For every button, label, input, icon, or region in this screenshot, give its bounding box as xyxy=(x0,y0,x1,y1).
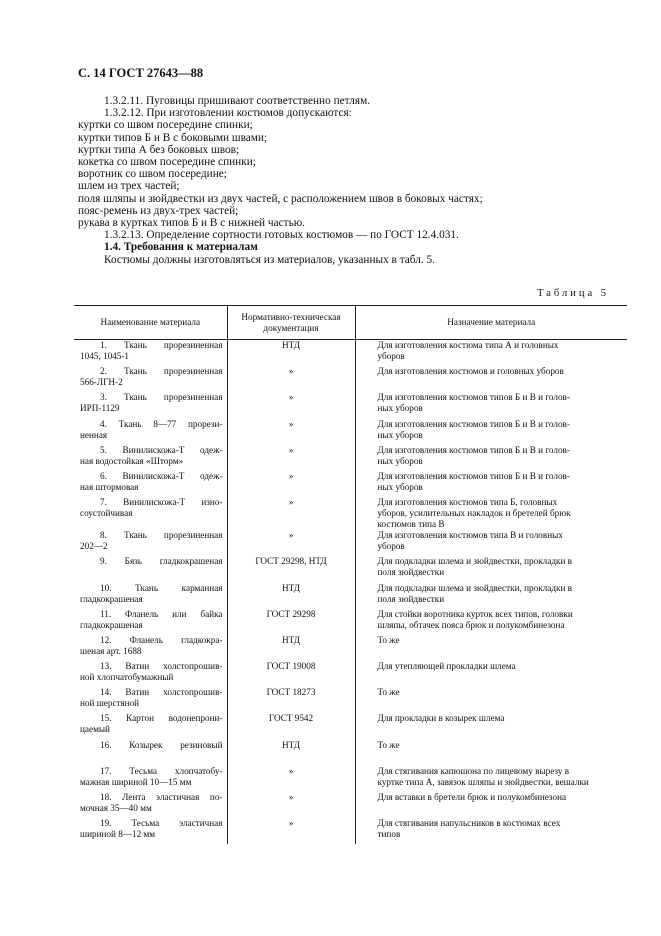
cell-purpose xyxy=(355,445,627,471)
cell-purpose xyxy=(355,583,627,609)
cell-purpose xyxy=(355,556,627,582)
purpose-line: Для подкладки шлема и зюйдвестки, прокладки в xyxy=(377,582,573,593)
purpose-line: Для подкладки шлема и зюйдвестки, прокладки в xyxy=(377,556,573,567)
table-row xyxy=(74,556,627,582)
text-line: кокетка со швом посередине спинки; xyxy=(78,156,256,169)
table-row xyxy=(74,530,627,556)
table-row xyxy=(74,419,627,445)
purpose-line: Для изготовления костюмов типов Б и В и голов- xyxy=(377,392,570,403)
cell-material-name xyxy=(74,687,227,713)
purpose-line: Для вставки в бретели брюк и полукомбинезона xyxy=(377,792,567,802)
purpose-line: поля зюйдвестки xyxy=(377,567,445,578)
cell-normative-doc: ГОСТ 18273 xyxy=(227,687,355,713)
cell-material-name xyxy=(74,497,227,530)
cell-purpose xyxy=(355,687,627,713)
table-row xyxy=(74,497,627,530)
cell-normative-doc: » xyxy=(227,792,355,818)
purpose-line: То же xyxy=(377,634,400,645)
purpose-line: уборов xyxy=(377,351,405,361)
table-row xyxy=(74,635,627,661)
purpose-line: ных уборов xyxy=(377,481,423,492)
text-line: Костюмы должны изготовляться из материалов, указанных в табл. 5. xyxy=(104,253,436,266)
purpose-line: То же xyxy=(377,739,400,750)
cell-normative-doc: » xyxy=(227,530,355,556)
cell-normative-doc: » xyxy=(227,818,355,844)
cell-material-name xyxy=(74,818,227,844)
name-line: шеная арт. 1688 xyxy=(80,645,142,656)
purpose-line: поля зюйдвестки xyxy=(377,593,445,604)
name-line: 4. Ткань 8—77 прорези- xyxy=(100,418,223,429)
text-line: воротник со швом посередине; xyxy=(78,168,227,181)
name-line: 8. Ткань прорезиненная xyxy=(100,530,223,541)
name-line: цаемый xyxy=(80,724,110,735)
purpose-line: ных уборов xyxy=(377,429,423,440)
name-line: ной шерстяной xyxy=(80,698,140,709)
cell-normative-doc: » xyxy=(227,471,355,497)
purpose-line: Для изготовления костюмов типов Б и В и голов- xyxy=(377,418,570,429)
name-line: мочная 35—40 мм xyxy=(80,803,152,813)
cell-purpose xyxy=(355,392,627,418)
purpose-line: Для изготовления костюма типа А и головных xyxy=(377,340,559,350)
cell-normative-doc: НТД xyxy=(227,340,355,367)
text-line: 1.3.2.13. Определение сортности готовых костюмов — по ГОСТ 12.4.031. xyxy=(104,229,459,242)
purpose-line: шляпы, обтачек пояса брюк и полукомбинезона xyxy=(377,619,565,630)
cell-material-name xyxy=(74,740,227,766)
text-line: 1.3.2.11. Пуговицы пришивают соответственно петлям. xyxy=(104,95,371,107)
name-line: соустойчивая xyxy=(80,508,133,519)
materials-table xyxy=(74,305,627,844)
section-heading: 1.4. Требования к материалам xyxy=(104,241,258,254)
cell-normative-doc: ГОСТ 19008 xyxy=(227,661,355,687)
cell-purpose xyxy=(355,497,627,530)
cell-material-name xyxy=(74,556,227,582)
name-line: 12. Фланель гладкокра- xyxy=(100,634,223,645)
name-line: 10. Ткань карманная xyxy=(100,582,223,593)
purpose-line: Для изготовления костюмов типа В и головных xyxy=(377,530,563,541)
cell-material-name xyxy=(74,609,227,635)
name-line: 17. Тесьма хлопчатобу- xyxy=(100,765,223,776)
cell-purpose xyxy=(355,340,627,367)
purpose-line: Для стойки воротника курток всех типов, головки xyxy=(377,608,573,619)
cell-material-name xyxy=(74,471,227,497)
cell-material-name xyxy=(74,392,227,418)
purpose-line: куртке типа А, завязок шляпы и зюйдвестки, вешалки xyxy=(377,776,589,787)
cell-material-name xyxy=(74,792,227,818)
table-row xyxy=(74,792,627,818)
text-line: рукава в куртках типов Б и В с нижней частью. xyxy=(78,217,305,230)
cell-normative-doc: » xyxy=(227,445,355,471)
cell-normative-doc: » xyxy=(227,392,355,418)
name-line: ненная xyxy=(80,429,108,440)
name-line: гладкокрашеная xyxy=(80,593,143,604)
table-body xyxy=(74,340,627,845)
cell-material-name xyxy=(74,445,227,471)
name-line: 15. Картон водонепрони- xyxy=(100,713,223,724)
name-line: 18. Лента эластичная по- xyxy=(100,792,223,802)
cell-purpose xyxy=(355,530,627,556)
cell-material-name xyxy=(74,713,227,739)
col-header-name: Наименование материала xyxy=(74,306,227,340)
cell-normative-doc: НТД xyxy=(227,583,355,609)
purpose-line: Для стягивания напульсников в костюмах всех xyxy=(377,818,561,829)
cell-normative-doc: » xyxy=(227,766,355,792)
cell-material-name xyxy=(74,766,227,792)
name-line: 14. Ватин холстопрошив- xyxy=(100,687,223,698)
name-line: 13. Ватин холстопрошив- xyxy=(100,661,223,672)
cell-normative-doc: » xyxy=(227,419,355,445)
name-line: 1045, 1045-1 xyxy=(80,351,129,361)
cell-normative-doc: НТД xyxy=(227,635,355,661)
text-line: куртки типов Б и В с боковыми швами; xyxy=(78,131,268,144)
name-line: 16. Козырек резиновый xyxy=(100,739,223,750)
name-line: мажная шириной 10—15 мм xyxy=(80,776,192,787)
table-row xyxy=(74,366,627,392)
purpose-line: Для изготовления костюмов типов Б и В и голов- xyxy=(377,470,570,481)
cell-normative-doc: » xyxy=(227,366,355,392)
name-line: ная водостойкая «Шторм» xyxy=(80,455,184,466)
col-header-purpose: Назначение материала xyxy=(355,306,627,340)
name-line: шириной 8—12 мм xyxy=(80,829,156,840)
cell-purpose xyxy=(355,766,627,792)
text-line: куртки со швом посередине спинки; xyxy=(78,119,253,132)
purpose-line: Для изготовления костюмов типа Б, головных xyxy=(377,497,558,508)
purpose-line: Для изготовления костюмов и головных уборов xyxy=(377,366,564,377)
name-line: 7. Винилискожа-Т изно- xyxy=(100,497,223,508)
text-line: 1.3.2.12. При изготовлении костюмов допускаются: xyxy=(104,107,352,120)
table-row xyxy=(74,445,627,471)
table-header-row xyxy=(74,306,627,340)
purpose-line: костюмов типа В xyxy=(377,519,445,530)
purpose-line: Для стягивания капюшона по лицевому вырезу в xyxy=(377,765,570,776)
cell-purpose xyxy=(355,713,627,739)
name-line: 5. Винилискожа-Т одеж- xyxy=(100,444,223,455)
cell-material-name xyxy=(74,366,227,392)
name-line: 11. Фланель или байка xyxy=(100,608,223,619)
cell-normative-doc: ГОСТ 29298, НТД xyxy=(227,556,355,582)
text-line: куртки типа А без боковых швов; xyxy=(78,143,240,156)
cell-material-name xyxy=(74,340,227,367)
text-line: шлем из трех частей; xyxy=(78,180,180,193)
col-header-doc: Нормативно-техническая документация xyxy=(227,306,355,340)
table-row xyxy=(74,471,627,497)
text-line: пояс-ремень из двух-трех частей; xyxy=(78,204,239,217)
cell-purpose xyxy=(355,792,627,818)
purpose-line: ных уборов xyxy=(377,455,423,466)
table-row xyxy=(74,687,627,713)
cell-purpose xyxy=(355,661,627,687)
purpose-line: Для утепляющей прокладки шлема xyxy=(377,661,516,672)
table-row xyxy=(74,740,627,766)
name-line: 9. Бязь гладкокрашеная xyxy=(100,556,223,567)
text-line: поля шляпы и зюйдвестки из двух частей, с расположением швов в боковых частях; xyxy=(78,192,483,205)
table-row xyxy=(74,340,627,367)
cell-purpose xyxy=(355,635,627,661)
purpose-line: Для прокладки в козырек шлема xyxy=(377,713,505,724)
cell-material-name xyxy=(74,530,227,556)
page-header: С. 14 ГОСТ 27643—88 xyxy=(78,66,204,80)
name-line: 3. Ткань прорезиненная xyxy=(100,392,223,403)
name-line: 1. Ткань прорезиненная xyxy=(100,340,223,350)
cell-purpose xyxy=(355,609,627,635)
cell-purpose xyxy=(355,818,627,844)
table-caption: Таблица 5 xyxy=(537,288,609,299)
name-line: ная штормовая xyxy=(80,481,139,492)
purpose-line: Для изготовления костюмов типов Б и В и голов- xyxy=(377,444,570,455)
cell-purpose xyxy=(355,740,627,766)
cell-purpose xyxy=(355,419,627,445)
cell-purpose xyxy=(355,366,627,392)
name-line: 6. Винилискожа-Т одеж- xyxy=(100,470,223,481)
table-row xyxy=(74,583,627,609)
cell-material-name xyxy=(74,635,227,661)
purpose-line: уборов xyxy=(377,541,405,552)
table-row xyxy=(74,818,627,844)
cell-normative-doc: » xyxy=(227,497,355,530)
table-row xyxy=(74,609,627,635)
name-line: 2. Ткань прорезиненная xyxy=(100,366,223,377)
purpose-line: уборов, усилительных накладок и бретелей брюк xyxy=(377,508,571,519)
cell-normative-doc: ГОСТ 9542 xyxy=(227,713,355,739)
table-row xyxy=(74,392,627,418)
name-line: 19. Тесьма эластичная xyxy=(100,818,223,829)
purpose-line: типов xyxy=(377,829,401,840)
name-line: 202—2 xyxy=(80,541,108,552)
table-row xyxy=(74,713,627,739)
purpose-line: То же xyxy=(377,687,400,698)
name-line: ной хлопчатобумажный xyxy=(80,672,174,683)
name-line: ИРП-1129 xyxy=(80,403,120,414)
table-row xyxy=(74,661,627,687)
body-text xyxy=(78,95,598,266)
cell-purpose xyxy=(355,471,627,497)
cell-normative-doc: ГОСТ 29298 xyxy=(227,609,355,635)
table-row xyxy=(74,766,627,792)
name-line: 566-ЛГН-2 xyxy=(80,377,123,388)
purpose-line: ных уборов xyxy=(377,403,423,414)
cell-material-name xyxy=(74,583,227,609)
name-line: гладкокрашеная xyxy=(80,619,143,630)
cell-material-name xyxy=(74,661,227,687)
cell-normative-doc: НТД xyxy=(227,740,355,766)
cell-material-name xyxy=(74,419,227,445)
